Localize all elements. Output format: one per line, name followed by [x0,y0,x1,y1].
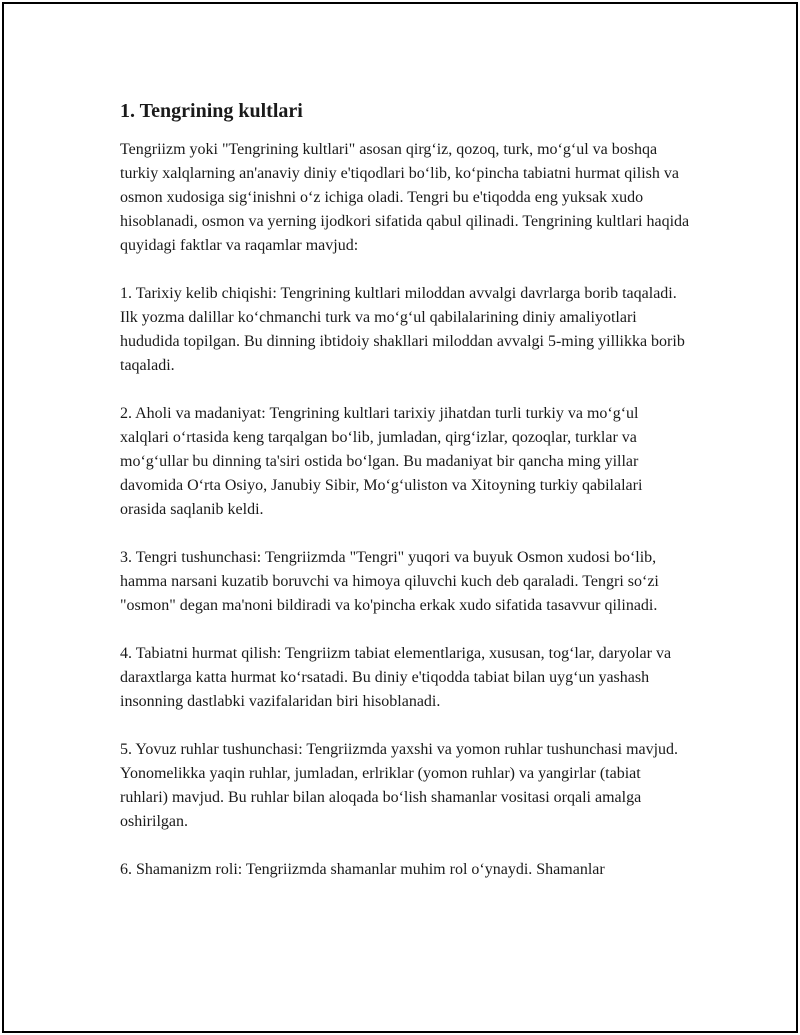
document-page [2,2,798,1033]
paragraph-nature-respect: 4. Tabiatni hurmat qilish: Tengriizm tabiat elementlariga, xususan, tog‘lar, daryolar va daraxtlarga katta hurmat ko‘rsatadi. Bu diniy e'tiqodda tabiat bilan uyg‘un yashash insonning dastlabki vazifalaridan biri hisoblanadi. [120,645,672,710]
paragraph-historical-origin: 1. Tarixiy kelib chiqishi: Tengrining kultlari miloddan avvalgi davrlarga borib taqaladi. Ilk yozma dalillar ko‘chmanchi turk va mo‘g‘ul qabilalarining diniy amaliyotlari hududida topilgan. Bu dinning ibtidoiy shakllari miloddan avvalgi 5-ming yillikka borib taqaladi. [120,285,685,374]
paragraph-evil-spirits: 5. Yovuz ruhlar tushunchasi: Tengriizmda yaxshi va yomon ruhlar tushunchasi mavjud. Yonomelikka yaqin ruhlar, jumladan, erlriklar (yomon ruhlar) va yangirlar (tabiat ruhlari) mavjud. Bu ruhlar bilan aloqada bo‘lish shamanlar vositasi orqali amalga oshirilgan. [120,741,679,830]
page-title: 1. Tengrining kultlari [120,100,303,122]
document-body [120,97,690,906]
paragraph-intro: Tengriizm yoki "Tengrining kultlari" asosan qirg‘iz, qozoq, turk, mo‘g‘ul va boshqa turkiy xalqlarning an'anaviy diniy e'tiqodlari bo‘lib, ko‘pincha tabiatni hurmat qilish va osmon xudosiga sig‘inishni o‘z ichiga oladi. Tengri bu e'tiqodda eng yuksak xudo hisoblanadi, osmon va yerning ijodkori sifatida qabul qilinadi. Tengrining kultlari haqida quyidagi faktlar va raqamlar mavjud: [120,141,690,254]
paragraph-tengri-concept: 3. Tengri tushunchasi: Tengriizmda "Tengri" yuqori va buyuk Osmon xudosi bo‘lib, hamma narsani kuzatib boruvchi va himoya qiluvchi kuch deb qaraladi. Tengri so‘zi "osmon" degan ma'noni bildiradi va ko'pincha erkak xudo sifatida tasavvur qilinadi. [120,549,659,614]
paragraph-population-culture: 2. Aholi va madaniyat: Tengrining kultlari tarixiy jihatdan turli turkiy va mo‘g‘ul xalqlari o‘rtasida keng tarqalgan bo‘lib, jumladan, qirg‘izlar, qozoqlar, turklar va mo‘g‘ullar bu dinning ta'siri ostida bo‘lgan. Bu madaniyat bir qancha ming yillar davomida O‘rta Osiyo, Janubiy Sibir, Mo‘g‘uliston va Xitoyning turkiy qabilalari orasida saqlanib keldi. [120,405,643,518]
paragraph-shamanism-role: 6. Shamanizm roli: Tengriizmda shamanlar muhim rol o‘ynaydi. Shamanlar [120,861,605,878]
